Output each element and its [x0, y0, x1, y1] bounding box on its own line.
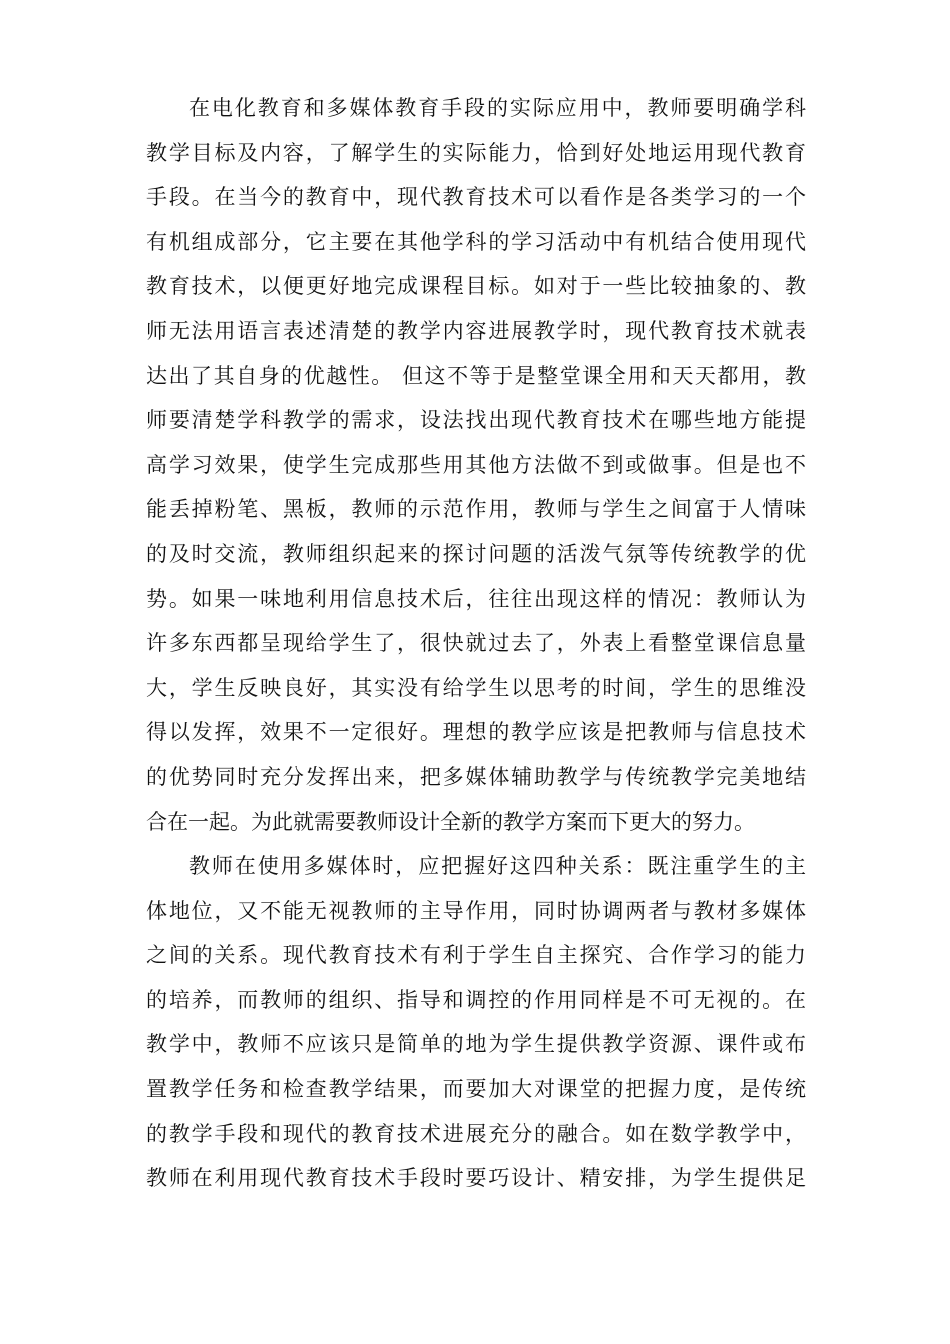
text-line: 的培养，而教师的组织、指导和调控的作用同样是不可无视的。在: [146, 987, 806, 1012]
text-line: 之间的关系。现代教育技术有利于学生自主探究、合作学习的能力: [146, 943, 806, 968]
text-line: 达出了其自身的优越性。 但这不等于是整堂课全用和天天都用，教: [146, 363, 806, 388]
text-line: 能丢掉粉笔、黑板，教师的示范作用，教师与学生之间富于人情味: [146, 497, 806, 522]
document-body: [146, 86, 806, 1201]
text-line: 的教学手段和现代的教育技术进展充分的融合。如在数学教学中，: [146, 1121, 806, 1146]
text-line: 教学中，教师不应该只是简单的地为学生提供教学资源、课件或布: [146, 1032, 806, 1057]
text-line: 大，学生反映良好，其实没有给学生以思考的时间，学生的思维没: [146, 675, 806, 700]
text-line: 师要清楚学科教学的需求，设法找出现代教育技术在哪些地方能提: [146, 408, 806, 433]
text-line: 合在一起。为此就需要教师设计全新的教学方案而下更大的努力。: [146, 809, 755, 834]
text-line: 教师在利用现代教育技术手段时要巧设计、精安排，为学生提供足: [146, 1166, 806, 1191]
text-line: 的优势同时充分发挥出来，把多媒体辅助教学与传统教学完美地结: [146, 764, 806, 789]
text-line: 高学习效果，使学生完成那些用其他方法做不到或做事。但是也不: [146, 452, 806, 477]
text-line: 教育技术，以便更好地完成课程目标。如对于一些比较抽象的、教: [146, 274, 806, 299]
text-line: 有机组成部分，它主要在其他学科的学习活动中有机结合使用现代: [146, 229, 806, 254]
text-line: 置教学任务和检查教学结果，而要加大对课堂的把握力度，是传统: [146, 1077, 806, 1102]
text-line: 体地位，又不能无视教师的主导作用，同时协调两者与教材多媒体: [146, 898, 806, 923]
text-line: 教学目标及内容，了解学生的实际能力，恰到好处地运用现代教育: [146, 140, 806, 165]
paragraph-1: [146, 86, 806, 844]
text-line: 在电化教育和多媒体教育手段的实际应用中，教师要明确学科: [189, 96, 806, 120]
text-line: 的及时交流，教师组织起来的探讨问题的活泼气氛等传统教学的优: [146, 541, 806, 566]
text-line: 得以发挥，效果不一定很好。理想的教学应该是把教师与信息技术: [146, 720, 806, 745]
paragraph-2: [146, 844, 806, 1201]
text-line: 手段。在当今的教育中，现代教育技术可以看作是各类学习的一个: [146, 185, 806, 210]
text-line: 势。如果一味地利用信息技术后，往往出现这样的情况：教师认为: [146, 586, 806, 611]
text-line: 师无法用语言表述清楚的教学内容进展教学时，现代教育技术就表: [146, 318, 806, 343]
text-line: 许多东西都呈现给学生了，很快就过去了，外表上看整堂课信息量: [146, 631, 806, 656]
text-line: 教师在使用多媒体时，应把握好这四种关系：既注重学生的主: [189, 854, 806, 879]
